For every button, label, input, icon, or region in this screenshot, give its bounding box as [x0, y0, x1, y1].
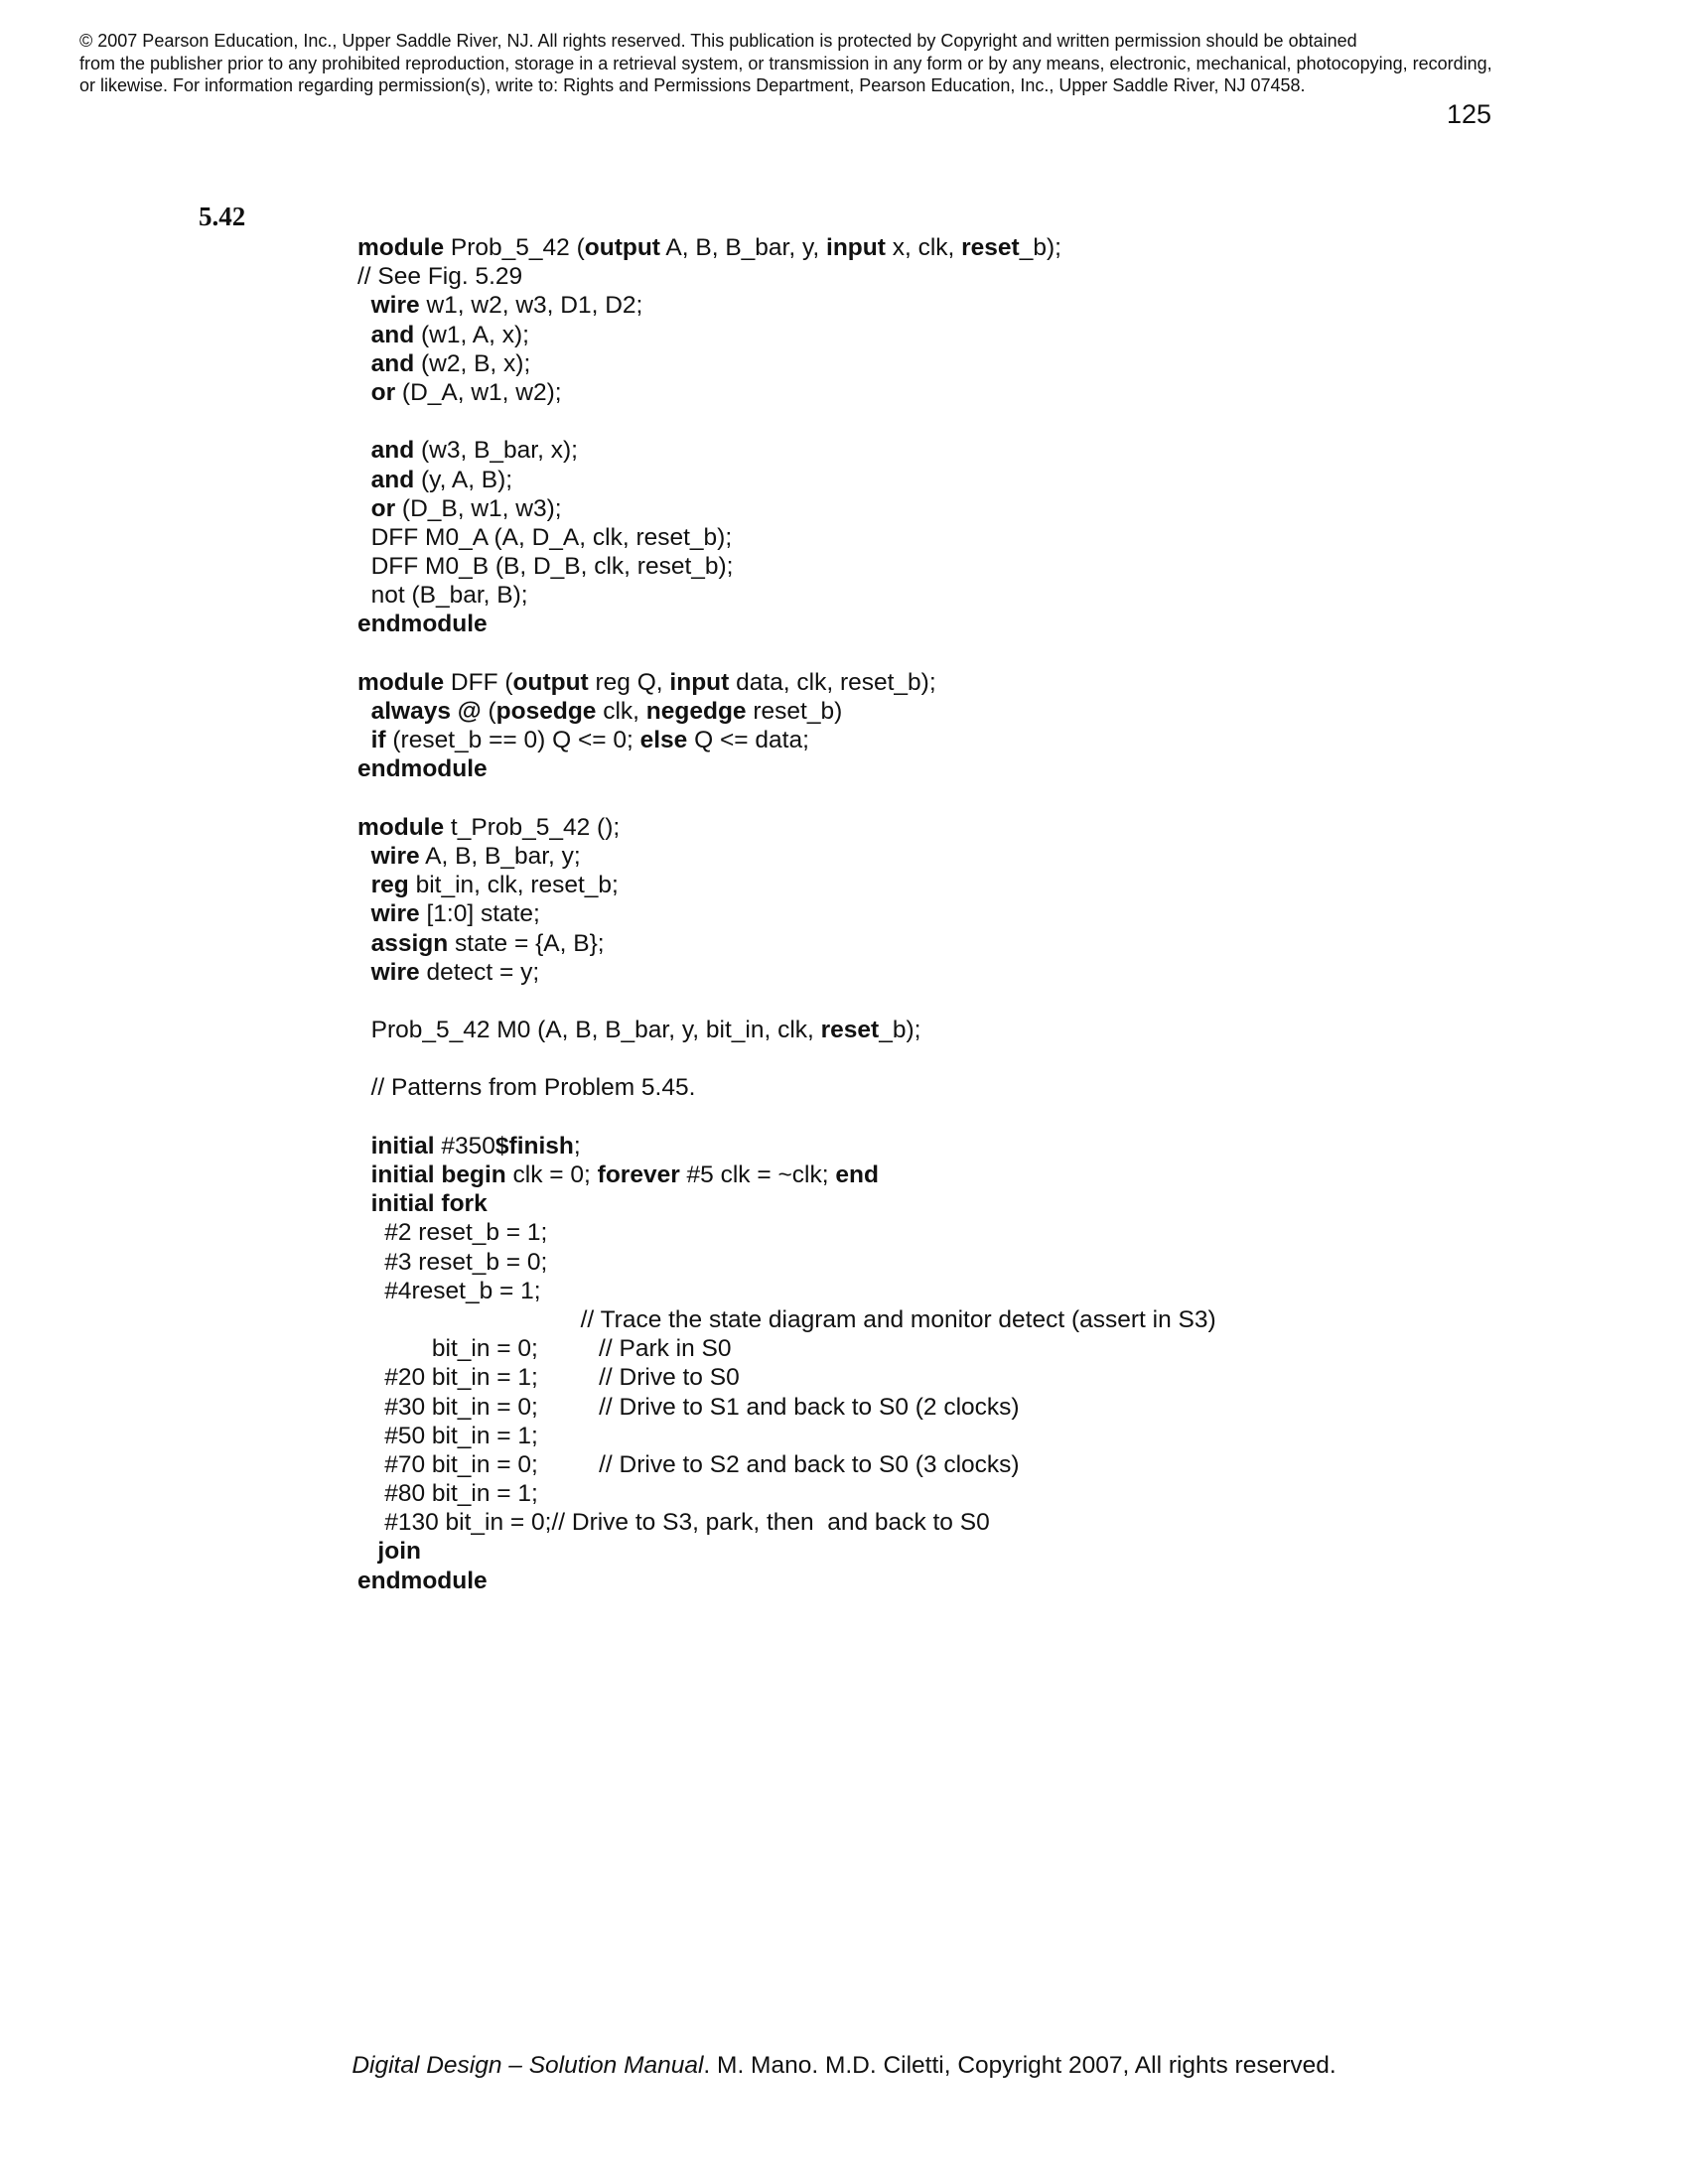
code-text [357, 1190, 371, 1217]
code-keyword: wire [370, 292, 420, 320]
code-line [357, 754, 1450, 783]
code-keyword: else [639, 727, 688, 754]
code-text [357, 959, 371, 986]
code-keyword: negedge [645, 698, 747, 725]
code-text [357, 843, 371, 870]
code-line [357, 1508, 1450, 1537]
code-line [357, 1132, 1450, 1160]
code-keyword: always @ [370, 698, 482, 725]
code-line [357, 899, 1450, 928]
code-text: bit_in = 0; // Park in S0 [357, 1335, 732, 1363]
code-keyword: or [370, 378, 396, 406]
code-text: reset_b) [746, 698, 843, 725]
code-line [357, 581, 1450, 610]
footer-credit: . M. Mano. M.D. Ciletti, Copyright 2007, All rights reserved. [703, 2052, 1336, 2079]
copyright-line: © 2007 Pearson Education, Inc., Upper Saddle River, NJ. All rights reserved. This publication is protected by Copyright and written permission should be obtained [79, 31, 1357, 51]
code-text [357, 900, 371, 927]
code-text: A, B, B_bar, y, [659, 234, 827, 261]
code-line [357, 1218, 1450, 1247]
code-text: reg Q, [588, 668, 670, 696]
code-line [357, 1073, 1450, 1102]
code-keyword: posedge [495, 698, 597, 725]
code-text: A, B, B_bar, y; [419, 842, 581, 870]
code-text: #20 bit_in = 1; // Drive to S0 [357, 1364, 740, 1392]
code-line [357, 1248, 1450, 1277]
code-line [357, 842, 1450, 871]
code-line [357, 1305, 1450, 1334]
code-line [357, 1044, 1450, 1073]
code-text: DFF M0_B (B, D_B, clk, reset_b); [357, 553, 734, 581]
code-text: clk = 0; [505, 1161, 598, 1188]
code-text: Q <= data; [687, 727, 809, 754]
code-text: (D_A, w1, w2); [395, 378, 562, 406]
code-line [357, 262, 1450, 291]
code-text: Prob_5_42 M0 (A, B, B_bar, y, bit_in, clk, [357, 1017, 821, 1044]
code-text: #70 bit_in = 0; // Drive to S2 and back to S0 (3 clocks) [357, 1450, 1020, 1478]
code-keyword: forever [597, 1161, 680, 1188]
code-line [357, 233, 1450, 262]
code-text: #350 [434, 1132, 495, 1160]
code-keyword: output [512, 668, 589, 696]
code-text: bit_in, clk, reset_b; [408, 872, 619, 899]
code-text: data, clk, reset_b); [729, 668, 936, 696]
code-text: (w1, A, x); [414, 321, 529, 348]
code-line [357, 1016, 1450, 1044]
code-text: (y, A, B); [414, 466, 513, 493]
code-line [357, 726, 1450, 754]
code-text: w1, w2, w3, D1, D2; [419, 292, 643, 320]
code-line [357, 1334, 1450, 1363]
code-line [357, 407, 1450, 436]
code-line [357, 291, 1450, 320]
code-text: ; [573, 1132, 581, 1160]
copyright-line: or likewise. For information regarding permission(s), write to: Rights and Permissions Department, Pearson Education, Inc., Upper Saddle River, NJ 07458. [79, 75, 1306, 95]
code-text: (reset_b == 0) Q <= 0; [385, 727, 640, 754]
code-line [357, 1103, 1450, 1132]
code-text [357, 292, 371, 319]
code-text: t_Prob_5_42 (); [444, 813, 621, 841]
code-text: ( [481, 698, 496, 725]
code-line [357, 871, 1450, 899]
code-text: _b); [1019, 234, 1061, 261]
footer-book-title: Digital Design – Solution Manual [352, 2052, 704, 2079]
code-keyword: endmodule [357, 611, 488, 638]
code-keyword: input [826, 234, 886, 261]
code-line [357, 1479, 1450, 1508]
code-line [357, 1189, 1450, 1218]
code-keyword: endmodule [357, 1567, 488, 1594]
code-keyword: module [357, 813, 445, 841]
code-text: #130 bit_in = 0;// Drive to S3, park, then and back to S0 [357, 1509, 990, 1537]
code-text: x, clk, [885, 234, 962, 261]
code-text: (D_B, w1, w3); [395, 494, 562, 522]
code-text [357, 1538, 377, 1565]
code-text [357, 872, 371, 898]
code-keyword: module [357, 234, 445, 261]
code-text: not (B_bar, B); [357, 582, 528, 610]
code-keyword: or [370, 494, 396, 522]
code-line [357, 1277, 1450, 1305]
code-text: // Trace the state diagram and monitor detect (assert in S3) [357, 1305, 1216, 1333]
code-line [357, 1450, 1450, 1479]
code-keyword: initial begin [370, 1161, 506, 1188]
code-line [357, 321, 1450, 349]
code-keyword: initial [370, 1132, 435, 1160]
code-keyword: $finish [494, 1132, 574, 1160]
code-text: _b); [879, 1017, 921, 1044]
code-line [357, 523, 1450, 552]
code-text: #80 bit_in = 1; [357, 1480, 538, 1508]
copyright-notice [79, 30, 1628, 97]
code-text: #4reset_b = 1; [357, 1277, 541, 1304]
code-line [357, 552, 1450, 581]
code-line [357, 378, 1450, 407]
code-keyword: module [357, 668, 445, 696]
code-line [357, 1160, 1450, 1189]
page-number: 125 [1446, 99, 1491, 129]
code-line [357, 1363, 1450, 1392]
code-line [357, 466, 1450, 494]
code-line [357, 1567, 1450, 1595]
code-text: #50 bit_in = 1; [357, 1422, 538, 1449]
page-footer [0, 2052, 1688, 2080]
code-line [357, 349, 1450, 378]
code-line [357, 639, 1450, 668]
code-text [357, 437, 371, 464]
code-keyword: if [370, 727, 386, 754]
code-text [357, 495, 371, 522]
code-line [357, 813, 1450, 842]
code-text: (w3, B_bar, x); [414, 437, 578, 465]
code-line [357, 436, 1450, 465]
code-text: #2 reset_b = 1; [357, 1219, 548, 1247]
code-text: #5 clk = ~clk; [679, 1161, 836, 1188]
code-text [357, 727, 371, 753]
code-text: // See Fig. 5.29 [357, 263, 523, 291]
code-line [357, 958, 1450, 987]
code-text: detect = y; [419, 958, 540, 986]
code-keyword: wire [370, 958, 420, 986]
code-keyword: output [584, 234, 660, 261]
verilog-code-block [357, 233, 1450, 1595]
code-keyword: reset [961, 234, 1020, 261]
code-line [357, 610, 1450, 638]
code-text: [1:0] state; [419, 900, 540, 928]
code-text [357, 322, 371, 348]
code-keyword: and [370, 321, 415, 348]
code-keyword: end [835, 1161, 879, 1188]
code-line [357, 929, 1450, 958]
code-line [357, 1393, 1450, 1422]
code-text: #30 bit_in = 0; // Drive to S1 and back to S0 (2 clocks) [357, 1393, 1020, 1421]
code-keyword: and [370, 466, 415, 493]
code-text: Prob_5_42 ( [444, 234, 585, 261]
code-keyword: assign [370, 929, 449, 957]
code-keyword: reg [370, 872, 409, 899]
code-line [357, 494, 1450, 523]
problem-number: 5.42 [199, 202, 246, 231]
code-keyword: and [370, 437, 415, 465]
code-line [357, 987, 1450, 1016]
code-text: DFF M0_A (A, D_A, clk, reset_b); [357, 523, 733, 551]
code-text: #3 reset_b = 0; [357, 1248, 548, 1276]
code-line [357, 697, 1450, 726]
code-keyword: and [370, 349, 415, 377]
code-text: (w2, B, x); [414, 349, 531, 377]
code-keyword: join [377, 1538, 421, 1566]
code-text [357, 379, 371, 406]
code-keyword: reset [820, 1017, 880, 1044]
code-text [357, 1161, 371, 1188]
code-text [357, 698, 371, 725]
code-line [357, 1422, 1450, 1450]
code-line [357, 784, 1450, 813]
copyright-line: from the publisher prior to any prohibited reproduction, storage in a retrieval system, or transmission in any form or by any means, electronic, mechanical, photocopying, recording, [79, 53, 1492, 73]
code-keyword: wire [370, 900, 420, 928]
code-text [357, 467, 371, 493]
code-keyword: initial fork [370, 1190, 488, 1218]
code-text: state = {A, B}; [448, 929, 605, 957]
code-text: // Patterns from Problem 5.45. [357, 1074, 696, 1102]
code-keyword: endmodule [357, 755, 488, 783]
code-text: DFF ( [444, 668, 513, 696]
code-text: clk, [596, 698, 646, 725]
code-keyword: input [669, 668, 730, 696]
code-keyword: wire [370, 842, 420, 870]
code-line [357, 668, 1450, 697]
code-text [357, 1133, 371, 1160]
code-line [357, 1537, 1450, 1566]
code-text [357, 930, 371, 957]
code-text [357, 350, 371, 377]
